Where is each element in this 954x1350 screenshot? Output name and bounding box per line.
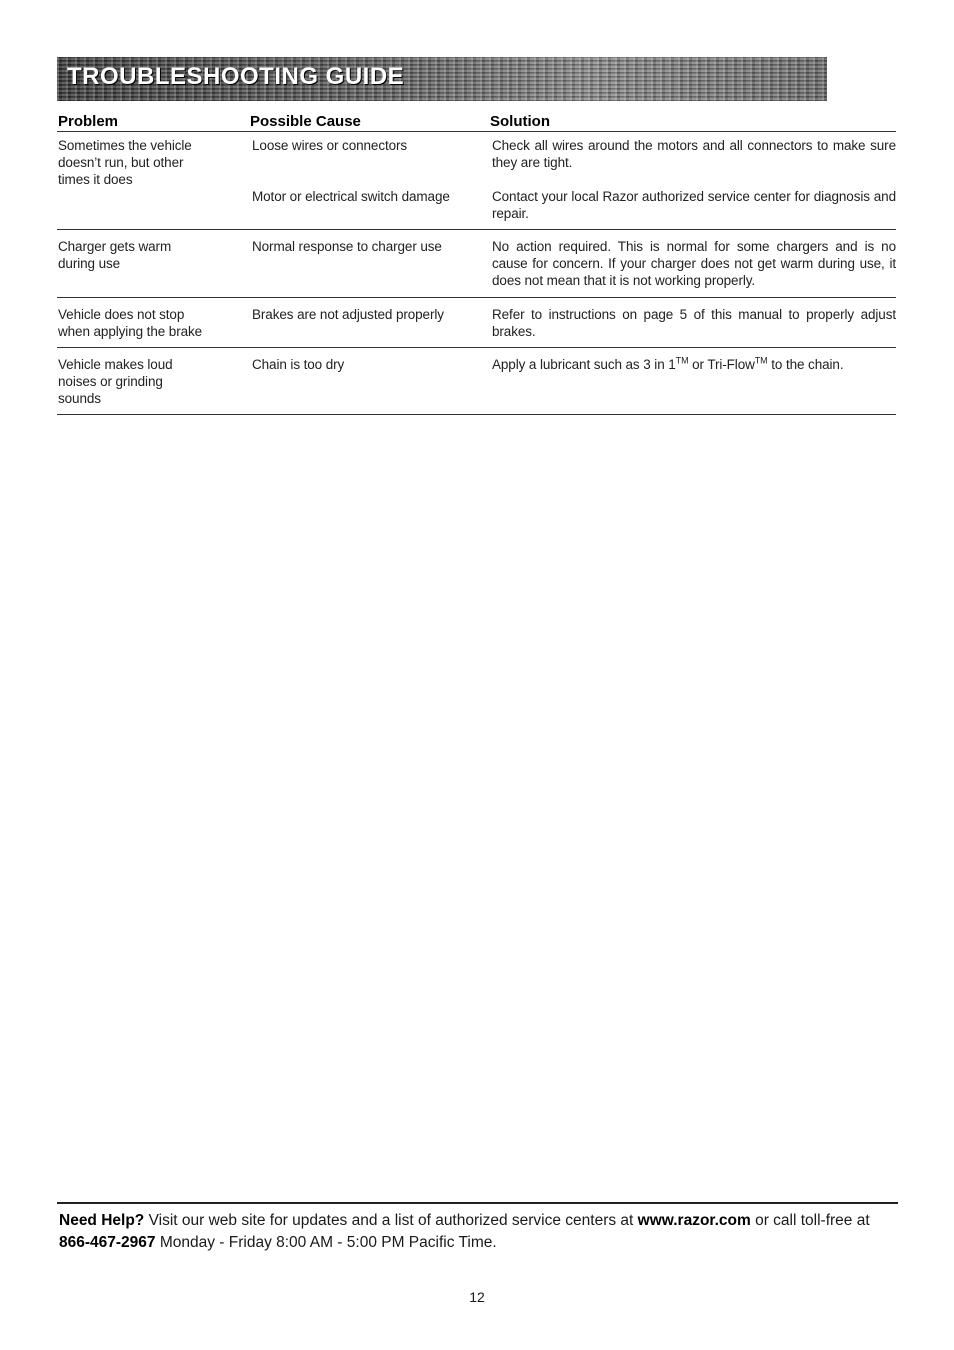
- table-bottom-rule: [57, 414, 896, 415]
- row-divider: [57, 347, 896, 348]
- page-title: TROUBLESHOOTING GUIDE: [67, 63, 405, 90]
- column-header-solution: Solution: [490, 113, 550, 130]
- page-number: 12: [469, 1289, 485, 1305]
- need-help-label: Need Help?: [59, 1212, 145, 1229]
- footer-text: Monday - Friday 8:00 AM - 5:00 PM Pacific Time.: [155, 1234, 497, 1251]
- problem-cell: Charger gets warm during use: [58, 239, 172, 271]
- solution-cell: No action required. This is normal for some chargers and is no cause for concern. If your charger does not get warm during use, it does not mean that it is not working properly.: [492, 239, 896, 288]
- cause-cell: Motor or electrical switch damage: [252, 189, 450, 204]
- column-header-cause: Possible Cause: [250, 113, 361, 130]
- cause-cell: Chain is too dry: [252, 357, 345, 372]
- footer-divider: [57, 1202, 898, 1204]
- cause-cell: Normal response to charger use: [252, 239, 442, 254]
- row-divider: [57, 297, 896, 298]
- help-footer: [59, 1210, 899, 1254]
- trademark-mark: TM: [754, 355, 768, 366]
- table-header-divider: [57, 131, 896, 132]
- solution-text: or Tri-Flow: [688, 357, 755, 372]
- solution-text: to the chain.: [767, 357, 844, 372]
- row-divider: [57, 229, 896, 230]
- footer-text: or call toll-free at: [750, 1212, 870, 1229]
- solution-cell: Check all wires around the motors and all connectors to make sure they are tight.: [492, 138, 896, 170]
- phone-number: 866-467-2967: [59, 1234, 156, 1251]
- problem-cell: Vehicle makes loud noises or grinding sounds: [58, 357, 173, 406]
- section-banner: [57, 57, 827, 101]
- solution-cell: Contact your local Razor authorized service center for diagnosis and repair.: [492, 189, 896, 221]
- trademark-mark: TM: [675, 355, 689, 366]
- problem-cell: Vehicle does not stop when applying the brake: [58, 307, 203, 339]
- cause-cell: Loose wires or connectors: [252, 138, 408, 153]
- problem-cell: Sometimes the vehicle doesn’t run, but other times it does: [58, 138, 192, 187]
- column-header-problem: Problem: [58, 113, 119, 130]
- cause-cell: Brakes are not adjusted properly: [252, 307, 444, 322]
- solution-text: Apply a lubricant such as 3 in 1: [492, 357, 676, 372]
- solution-cell: Refer to instructions on page 5 of this manual to properly adjust brakes.: [492, 307, 896, 339]
- website-link[interactable]: www.razor.com: [637, 1212, 751, 1229]
- footer-text: Visit our web site for updates and a list of authorized service centers at: [144, 1212, 638, 1229]
- solution-cell: [492, 356, 896, 373]
